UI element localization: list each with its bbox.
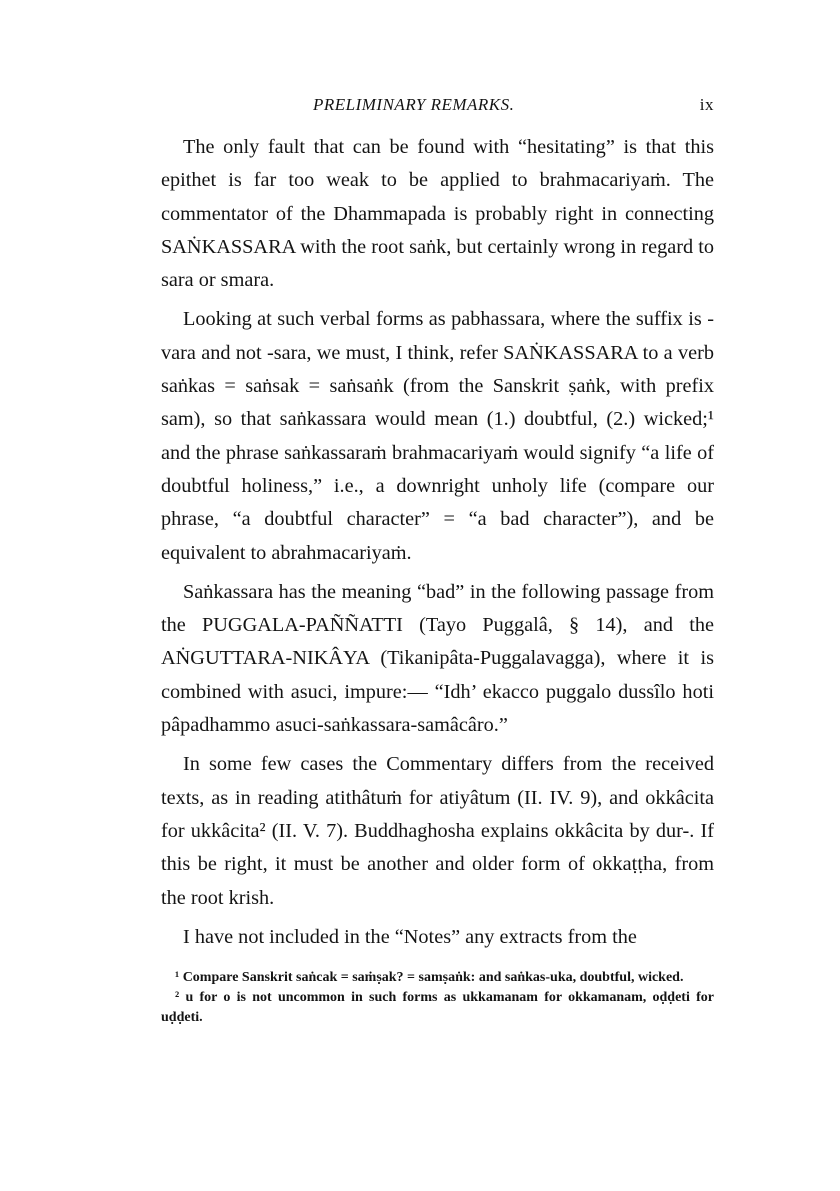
paragraph-2: Looking at such verbal forms as pabhassara, where the suffix is -vara and not -sara, we must, I think, refer SAṄKASSARA to a verb saṅkas = saṅsak = saṅsaṅk (from the Sanskrit ṣaṅk, with prefix sam), so that saṅkassara would mean (1.) doubtful, (2.) wicked;¹ and the phrase saṅkassaraṁ brahmacariyaṁ would signify “a life of doubtful holiness,” i.e., a downright unholy life (compare our phrase, “a doubtful character” = “a bad character”), and be equivalent to abrahmacariyaṁ. [161, 308, 714, 564]
footnote-1: ¹ Compare Sanskrit saṅcak = saṁṣak? = samṣaṅk: and saṅkas-uka, doubtful, wicked. [175, 970, 684, 986]
paragraph-1: The only fault that can be found with “hesitating” is that this epithet is far too weak to be applied to brahmacariyaṁ. The commentator of the Dhammapada is probably right in connecting SAṄKASSARA with the root saṅk, but certainly wrong in regard to sara or smara. [161, 136, 714, 292]
running-header [161, 95, 714, 123]
paragraph-3: Saṅkassara has the meaning “bad” in the following passage from the PUGGALA-PAÑÑATTI (Tayo Puggalâ, § 14), and the AṄGUTTARA-NIKÂYA (Tikanipâta-Puggalavagga), where it is combined with asuci, impure:— “Idh’ ekacco puggalo dussîlo hoti pâpadhammo asuci-saṅkassara-samâcâro.” [161, 580, 714, 737]
main-text [161, 131, 714, 954]
page-number: ix [699, 95, 714, 114]
running-title: PRELIMINARY REMARKS. [313, 95, 515, 114]
paragraph-4: In some few cases the Commentary differs from the received texts, as in reading atithâtuṁ for atiyâtum (II. IV. 9), and okkâcita for ukkâcita² (II. V. 7). Buddhaghosha explains okkâcita by dur-. If this be right, it must be another and older form of okkaṭṭha, from the root krish. [161, 753, 714, 909]
paragraph-5: I have not included in the “Notes” any extracts from the [183, 925, 637, 948]
footnote-2: ² u for o is not uncommon in such forms as ukkamanam for okkamanam, oḍḍeti for uḍḍeti. [161, 990, 714, 1026]
page [161, 95, 714, 1028]
footnotes [161, 968, 714, 1028]
